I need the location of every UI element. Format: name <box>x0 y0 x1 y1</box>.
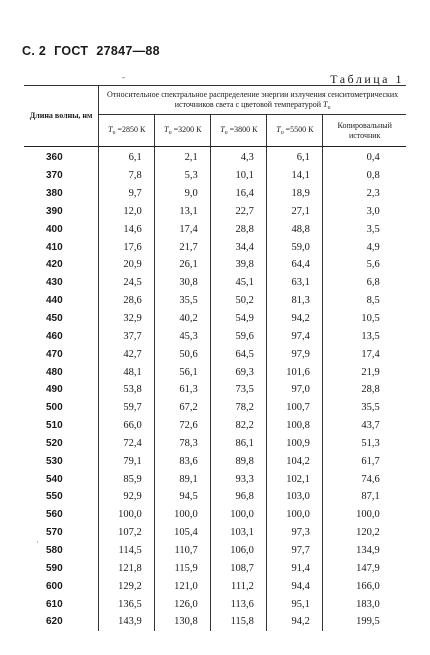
value-cell: 104,2 <box>267 452 323 470</box>
value-cell: 45,3 <box>155 327 211 345</box>
value-cell: 28,8 <box>323 381 406 399</box>
wavelength-cell: 470 <box>24 345 99 363</box>
value-cell: 8,5 <box>323 292 406 310</box>
value-cell: 115,9 <box>155 559 211 577</box>
value-cell: 27,1 <box>267 203 323 221</box>
value-cell: 95,1 <box>267 595 323 613</box>
value-cell: 107,2 <box>99 524 155 542</box>
value-cell: 103,1 <box>211 524 267 542</box>
value-cell: 37,7 <box>99 327 155 345</box>
value-cell: 17,4 <box>155 220 211 238</box>
value-cell: 120,2 <box>323 524 406 542</box>
value-cell: 105,4 <box>155 524 211 542</box>
value-cell: 199,5 <box>323 613 406 631</box>
value-cell: 4,9 <box>323 238 406 256</box>
value-cell: 100,8 <box>267 417 323 435</box>
value-cell: 121,0 <box>155 577 211 595</box>
value-cell: 129,2 <box>99 577 155 595</box>
value-cell: 64,4 <box>267 256 323 274</box>
value-cell: 85,9 <box>99 470 155 488</box>
value-cell: 48,1 <box>99 363 155 381</box>
value-cell: 61,3 <box>155 381 211 399</box>
wavelength-cell: 430 <box>24 274 99 292</box>
wavelength-cell: 360 <box>24 147 99 167</box>
wavelength-cell: 440 <box>24 292 99 310</box>
value-cell: 21,9 <box>323 363 406 381</box>
wavelength-cell: 380 <box>24 185 99 203</box>
wavelength-cell: 530 <box>24 452 99 470</box>
value-cell: 94,2 <box>267 310 323 328</box>
value-cell: 69,3 <box>211 363 267 381</box>
stray-mark: - <box>122 72 125 82</box>
value-cell: 32,9 <box>99 310 155 328</box>
table-row <box>24 435 406 453</box>
value-cell: 17,4 <box>323 345 406 363</box>
value-cell: 43,7 <box>323 417 406 435</box>
wavelength-cell: 550 <box>24 488 99 506</box>
column-header-2: $T_\upsilon =3200$ К <box>155 115 211 147</box>
value-cell: 40,2 <box>155 310 211 328</box>
value-cell: 6,1 <box>267 147 323 167</box>
value-cell: 89,1 <box>155 470 211 488</box>
stray-mark-left: · <box>36 537 39 547</box>
value-cell: 0,4 <box>323 147 406 167</box>
wavelength-cell: 570 <box>24 524 99 542</box>
value-cell: 79,1 <box>99 452 155 470</box>
table-row <box>24 203 406 221</box>
wavelength-cell: 620 <box>24 613 99 631</box>
wavelength-cell: 370 <box>24 167 99 185</box>
value-cell: 26,1 <box>155 256 211 274</box>
table-row <box>24 381 406 399</box>
value-cell: 83,6 <box>155 452 211 470</box>
value-cell: 97,3 <box>267 524 323 542</box>
value-cell: 183,0 <box>323 595 406 613</box>
value-cell: 24,5 <box>99 274 155 292</box>
value-cell: 56,1 <box>155 363 211 381</box>
table-row <box>24 185 406 203</box>
table-row <box>24 417 406 435</box>
value-cell: 96,8 <box>211 488 267 506</box>
table-row <box>24 524 406 542</box>
value-cell: 5,6 <box>323 256 406 274</box>
value-cell: 81,3 <box>267 292 323 310</box>
value-cell: 114,5 <box>99 542 155 560</box>
value-cell: 102,1 <box>267 470 323 488</box>
value-cell: 9,0 <box>155 185 211 203</box>
value-cell: 14,1 <box>267 167 323 185</box>
value-cell: 86,1 <box>211 435 267 453</box>
value-cell: 100,0 <box>211 506 267 524</box>
value-cell: 7,8 <box>99 167 155 185</box>
value-cell: 106,0 <box>211 542 267 560</box>
value-cell: 94,4 <box>267 577 323 595</box>
value-cell: 28,8 <box>211 220 267 238</box>
value-cell: 9,7 <box>99 185 155 203</box>
value-cell: 54,9 <box>211 310 267 328</box>
value-cell: 18,9 <box>267 185 323 203</box>
value-cell: 108,7 <box>211 559 267 577</box>
value-cell: 0,8 <box>323 167 406 185</box>
value-cell: 51,3 <box>323 435 406 453</box>
table-row <box>24 559 406 577</box>
value-cell: 13,5 <box>323 327 406 345</box>
wavelength-cell: 580 <box>24 542 99 560</box>
value-cell: 94,2 <box>267 613 323 631</box>
table-row <box>24 274 406 292</box>
wavelength-cell: 460 <box>24 327 99 345</box>
wavelength-cell: 390 <box>24 203 99 221</box>
value-cell: 42,7 <box>99 345 155 363</box>
value-cell: 10,5 <box>323 310 406 328</box>
table-row <box>24 310 406 328</box>
column-header-3: $T_\upsilon =3800$ К <box>211 115 267 147</box>
table-row <box>24 542 406 560</box>
value-cell: 97,4 <box>267 327 323 345</box>
value-cell: 59,6 <box>211 327 267 345</box>
value-cell: 72,4 <box>99 435 155 453</box>
value-cell: 93,3 <box>211 470 267 488</box>
table-row <box>24 256 406 274</box>
value-cell: 82,2 <box>211 417 267 435</box>
standard-number: 27847—88 <box>96 44 160 58</box>
table-row <box>24 167 406 185</box>
wavelength-cell: 450 <box>24 310 99 328</box>
spectral-distribution-table <box>24 85 406 631</box>
wavelength-cell: 420 <box>24 256 99 274</box>
value-cell: 6,8 <box>323 274 406 292</box>
value-cell: 94,5 <box>155 488 211 506</box>
value-cell: 53,8 <box>99 381 155 399</box>
standard-label: ГОСТ <box>54 44 89 58</box>
table-row <box>24 220 406 238</box>
value-cell: 115,8 <box>211 613 267 631</box>
value-cell: 63,1 <box>267 274 323 292</box>
value-cell: 100,7 <box>267 399 323 417</box>
value-cell: 45,1 <box>211 274 267 292</box>
value-cell: 21,7 <box>155 238 211 256</box>
value-cell: 66,0 <box>99 417 155 435</box>
table-row <box>24 452 406 470</box>
value-cell: 28,6 <box>99 292 155 310</box>
table-title: Таблица 1 <box>330 72 404 86</box>
value-cell: 17,6 <box>99 238 155 256</box>
page-header <box>22 44 160 58</box>
value-cell: 64,5 <box>211 345 267 363</box>
value-cell: 89,8 <box>211 452 267 470</box>
value-cell: 5,3 <box>155 167 211 185</box>
value-cell: 2,1 <box>155 147 211 167</box>
wavelength-header: Длина волны, нм <box>24 86 99 147</box>
wavelength-cell: 510 <box>24 417 99 435</box>
value-cell: 147,9 <box>323 559 406 577</box>
wavelength-cell: 500 <box>24 399 99 417</box>
column-header-4: $T_\upsilon =5500$ К <box>267 115 323 147</box>
table-row <box>24 363 406 381</box>
value-cell: 14,6 <box>99 220 155 238</box>
wavelength-cell: 540 <box>24 470 99 488</box>
value-cell: 78,3 <box>155 435 211 453</box>
value-cell: 3,0 <box>323 203 406 221</box>
value-cell: 34,4 <box>211 238 267 256</box>
value-cell: 100,0 <box>155 506 211 524</box>
value-cell: 16,4 <box>211 185 267 203</box>
wavelength-cell: 490 <box>24 381 99 399</box>
table-row <box>24 399 406 417</box>
value-cell: 6,1 <box>99 147 155 167</box>
table-row <box>24 147 406 167</box>
value-cell: 13,1 <box>155 203 211 221</box>
column-header-1: $T_\upsilon =2850$ К <box>99 115 155 147</box>
value-cell: 97,7 <box>267 542 323 560</box>
table-row <box>24 292 406 310</box>
table-row <box>24 327 406 345</box>
value-cell: 100,9 <box>267 435 323 453</box>
value-cell: 59,0 <box>267 238 323 256</box>
wavelength-cell: 520 <box>24 435 99 453</box>
value-cell: 92,9 <box>99 488 155 506</box>
table-row <box>24 506 406 524</box>
wavelength-cell: 400 <box>24 220 99 238</box>
value-cell: 50,6 <box>155 345 211 363</box>
wavelength-cell: 410 <box>24 238 99 256</box>
table-row <box>24 345 406 363</box>
value-cell: 103,0 <box>267 488 323 506</box>
value-cell: 100,0 <box>99 506 155 524</box>
value-cell: 12,0 <box>99 203 155 221</box>
value-cell: 166,0 <box>323 577 406 595</box>
wavelength-cell: 560 <box>24 506 99 524</box>
value-cell: 73,5 <box>211 381 267 399</box>
page-label: С. 2 <box>22 44 47 58</box>
wavelength-cell: 480 <box>24 363 99 381</box>
value-cell: 2,3 <box>323 185 406 203</box>
column-header-5: Копировальный источник <box>323 115 406 147</box>
table-row <box>24 238 406 256</box>
value-cell: 113,6 <box>211 595 267 613</box>
value-cell: 61,7 <box>323 452 406 470</box>
value-cell: 74,6 <box>323 470 406 488</box>
value-cell: 100,0 <box>267 506 323 524</box>
value-cell: 143,9 <box>99 613 155 631</box>
value-cell: 101,6 <box>267 363 323 381</box>
table-row <box>24 488 406 506</box>
value-cell: 59,7 <box>99 399 155 417</box>
value-cell: 100,0 <box>323 506 406 524</box>
wavelength-cell: 600 <box>24 577 99 595</box>
wavelength-cell: 610 <box>24 595 99 613</box>
table-row <box>24 613 406 631</box>
value-cell: 3,5 <box>323 220 406 238</box>
value-cell: 136,5 <box>99 595 155 613</box>
value-cell: 72,6 <box>155 417 211 435</box>
value-cell: 50,2 <box>211 292 267 310</box>
value-cell: 97,0 <box>267 381 323 399</box>
value-cell: 39,8 <box>211 256 267 274</box>
table-row <box>24 577 406 595</box>
value-cell: 126,0 <box>155 595 211 613</box>
value-cell: 48,8 <box>267 220 323 238</box>
value-cell: 87,1 <box>323 488 406 506</box>
table-row <box>24 595 406 613</box>
value-cell: 111,2 <box>211 577 267 595</box>
value-cell: 10,1 <box>211 167 267 185</box>
value-cell: 22,7 <box>211 203 267 221</box>
value-cell: 134,9 <box>323 542 406 560</box>
wavelength-cell: 590 <box>24 559 99 577</box>
value-cell: 97,9 <box>267 345 323 363</box>
value-cell: 35,5 <box>323 399 406 417</box>
value-cell: 110,7 <box>155 542 211 560</box>
value-cell: 30,8 <box>155 274 211 292</box>
value-cell: 91,4 <box>267 559 323 577</box>
value-cell: 4,3 <box>211 147 267 167</box>
value-cell: 20,9 <box>99 256 155 274</box>
value-cell: 35,5 <box>155 292 211 310</box>
value-cell: 130,8 <box>155 613 211 631</box>
value-cell: 67,2 <box>155 399 211 417</box>
value-cell: 121,8 <box>99 559 155 577</box>
table-row <box>24 470 406 488</box>
value-cell: 78,2 <box>211 399 267 417</box>
group-header: Относительное спектральное распределение энергии излучения сенситометрических источников света с цветовой температурой $T_\upsilon$ <box>99 86 406 115</box>
